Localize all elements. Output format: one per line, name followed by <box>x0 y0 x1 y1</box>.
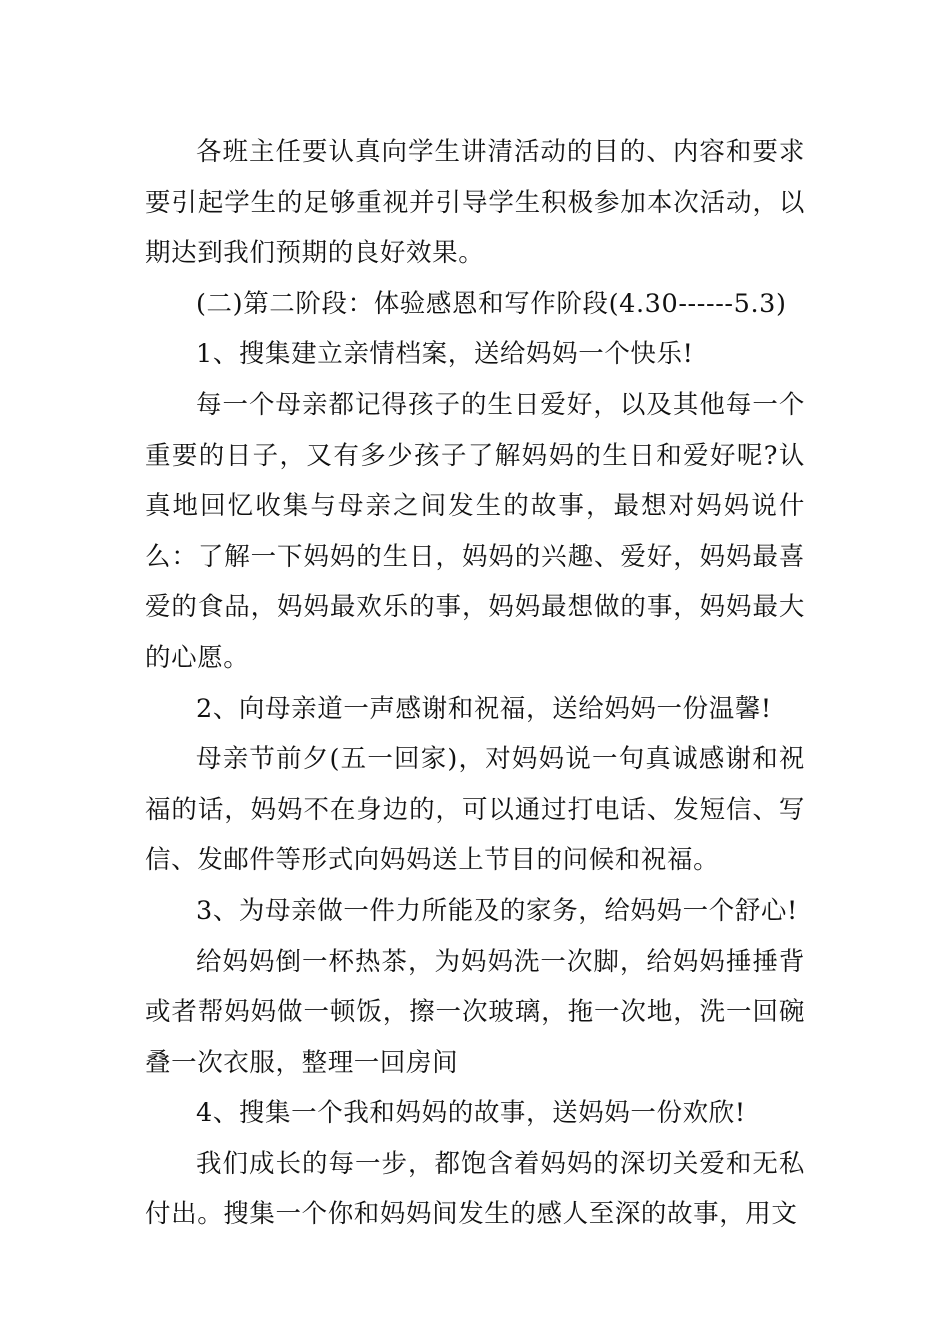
document-body <box>145 127 805 1240</box>
item-heading-4: 4、搜集一个我和妈妈的故事，送妈妈一份欢欣! <box>196 1098 746 1129</box>
item-heading-2: 2、向母亲道一声感谢和祝福，送给妈妈一份温馨! <box>196 693 772 724</box>
paragraph-family-archive: 每一个母亲都记得孩子的生日爱好，以及其他每一个重要的日子，又有多少孩子了解妈妈的生日和爱好呢?认真地回忆收集与母亲之间发生的故事，最想对妈妈说什么：了解一下妈妈的生日，妈妈的兴趣、爱好，妈妈最喜爱的食品，妈妈最欢乐的事，妈妈最想做的事，妈妈最大的心愿。 <box>145 389 805 673</box>
item-heading-1: 1、搜集建立亲情档案，送给妈妈一个快乐! <box>196 339 694 370</box>
section-heading-stage-two: (二)第二阶段：体验感恩和写作阶段(4.30------5.3) <box>196 288 787 319</box>
paragraph-mother-story: 我们成长的每一步，都饱含着妈妈的深切关爱和无私付出。搜集一个你和妈妈间发生的感人至深的故事，用文 <box>145 1148 805 1230</box>
paragraph-thanks-and-blessing: 母亲节前夕(五一回家)，对妈妈说一句真诚感谢和祝福的话，妈妈不在身边的，可以通过打电话、发短信、写信、发邮件等形式向妈妈送上节目的问候和祝福。 <box>145 744 805 876</box>
item-heading-3: 3、为母亲做一件力所能及的家务，给妈妈一个舒心! <box>196 895 798 926</box>
paragraph-class-teacher-instructions: 各班主任要认真向学生讲清活动的目的、内容和要求要引起学生的足够重视并引导学生积极参加本次活动，以期达到我们预期的良好效果。 <box>145 137 805 269</box>
paragraph-housework: 给妈妈倒一杯热茶，为妈妈洗一次脚，给妈妈捶捶背或者帮妈妈做一顿饭，擦一次玻璃，拖一次地，洗一回碗叠一次衣服，整理一回房间 <box>145 946 805 1078</box>
